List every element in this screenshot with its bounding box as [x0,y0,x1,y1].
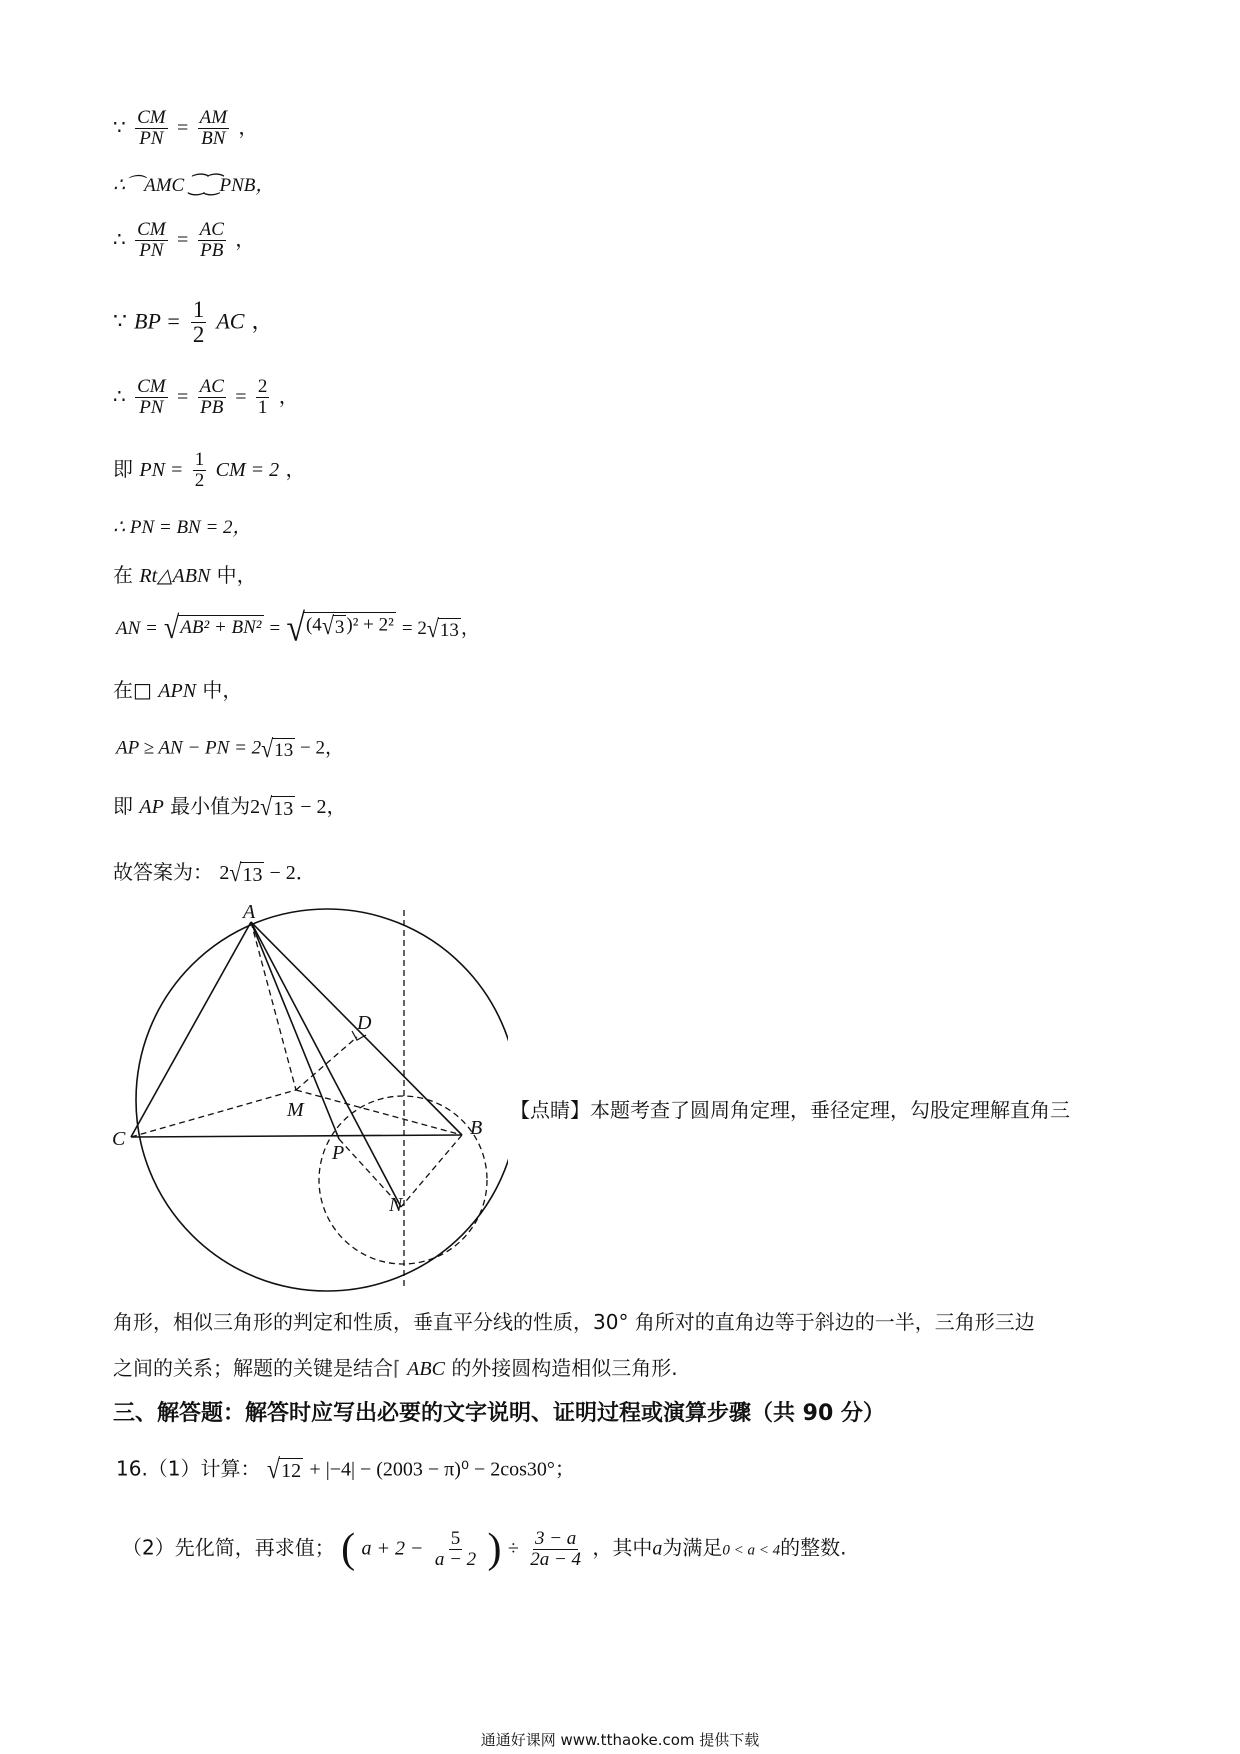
frac-den: PB [200,239,224,261]
fraction-one-half [191,298,207,347]
frac-num: AM [199,107,228,128]
radical-sign: √ [426,614,439,643]
step-11 [116,734,344,763]
frac-den: PB [200,396,224,418]
radical-sign: √ [286,607,305,650]
frac-den: PN [139,239,164,261]
fraction-am-bn [198,108,229,149]
label-p: P [332,1142,345,1164]
step-8 [113,565,257,586]
step-8-suffix: 中， [216,563,257,587]
q16-var: a [652,1537,663,1560]
frac-den: 2 [192,322,205,348]
frac-num: AC [199,376,224,397]
fraction-3a-over-2a4 [528,1529,583,1570]
section-3-heading: 三、解答题：解答时应写出必要的文字说明、证明过程或演算步骤（共 90 分） [113,1401,885,1426]
frac-num: 1 [192,297,205,322]
label-c: C [112,1128,126,1150]
segment-md [296,1037,357,1090]
step-10-prefix: 在□ [113,678,152,702]
q16-tail-3: 的整数. [780,1535,847,1560]
step-6-tail: ， [285,458,306,481]
frac-num: CM [137,376,166,397]
radicand [304,612,396,646]
frac-den: PN [139,127,164,149]
triangle-glyph: ⌈ [393,1356,401,1380]
step-10-suffix: 中， [202,678,243,702]
fraction-ac-pb [198,220,226,261]
answer-label: 故答案为： [113,860,213,884]
q16-part2-label: （2）先化简，再求值； [122,1535,335,1560]
radicand: 13 [274,740,294,761]
frac-den: 2 [194,469,205,491]
sqrt-13 [229,857,264,887]
step-9 [116,607,480,650]
frac-num: CM [137,219,166,240]
radical-sign: √ [261,734,274,763]
label-b: B [470,1117,483,1139]
step-4-lhs: BP = [134,308,181,334]
step-10 [113,680,242,701]
step-1 [113,108,258,149]
frac-num: 3 − a [534,1527,577,1549]
equals: = [176,116,189,139]
radicand-part: (4 [305,614,322,636]
radical-sign: √ [321,611,334,640]
step-8-prefix: 在 [113,563,133,587]
step-9-eq: = [269,618,281,639]
frac-den: 2a − 4 [530,1548,582,1570]
segment-mb [296,1090,462,1135]
fraction-5-over-a-2 [433,1529,478,1570]
step-10-text: APN [158,680,197,702]
fraction-ac-pb [198,377,226,418]
step-4 [113,298,273,347]
step-9-eq2: = 2 [401,618,427,639]
frac-num: CM [137,107,166,128]
step-12-prefix: 即 [113,794,133,818]
label-n: N [389,1194,403,1216]
comment-text-3c: 的外接圆构造相似三角形. [451,1356,678,1380]
comment-text-1: 本题考查了圆周角定理，垂径定理，勾股定理解直角三 [590,1098,1070,1122]
circle-around-pbn [319,1096,487,1264]
sqrt-12 [266,1455,303,1485]
step-4-prefix: ∵ [113,308,127,334]
sqrt-13 [261,734,295,763]
frac-num: 2 [257,376,268,397]
step-3-prefix: ∴ [113,228,126,251]
step-6-rhs: CM = 2 [215,458,280,481]
step-1-prefix: ∵ [113,116,126,139]
step-5-prefix: ∴ [113,385,126,408]
step-4-tail: ， [251,308,274,334]
frac-num: 1 [194,449,205,470]
fraction-cm-pn [135,108,168,149]
comment-tag: 【点睛】 [510,1098,590,1122]
segment-an [251,922,401,1207]
sqrt-13 [426,614,461,643]
step-3-tail: ， [235,228,256,251]
frac-den: PN [139,396,164,418]
q16-expr-a: a + 2 − [361,1537,424,1560]
radical-sign: √ [266,1455,281,1485]
step-4-rhs: AC [216,308,245,334]
step-7: ∴ PN = BN = 2， [113,517,252,538]
radicand: AB² + BN² [178,615,263,643]
label-a: A [243,902,256,923]
step-11-text: AP ≥ AN − PN = 2 [116,737,262,759]
step-6-lhs: PN = [139,458,184,481]
comment-first-line [510,1094,1130,1123]
step-6 [113,450,306,491]
label-d: D [357,1012,372,1034]
fraction-cm-pn [135,377,168,418]
page-footer: 通通好课网 www.tthaoke.com 提供下载 [480,1731,760,1749]
step-13 [113,857,316,887]
answer-tail: − 2． [264,862,316,884]
comment-line-3 [113,1358,678,1379]
radical-sign: √ [229,857,242,887]
comment-text-3b: ABC [407,1358,445,1380]
label-m: M [287,1099,304,1121]
segment-am [251,922,296,1090]
radicand: 13 [439,620,459,641]
sqrt-13 [260,791,295,821]
equals: = [176,228,189,251]
step-5 [113,377,299,418]
fraction-cm-pn [135,220,168,261]
step-5-tail: ， [278,385,299,408]
frac-den: 1 [257,396,268,418]
q16-condition: 0 < a < 4 [722,1542,781,1559]
frac-den: BN [201,127,226,149]
fraction-two-one [256,377,270,418]
step-2: ∴⌒AMC ⁐⁐PNB， [113,175,275,196]
radicand-part: )² + 2² [346,614,394,636]
sqrt-outer [286,607,396,650]
radicand: 3 [334,617,345,638]
geometry-figure [108,902,508,1292]
q16-part1-expression: + |−4| − (2003 − π)⁰ − 2cos30°； [309,1458,575,1481]
comment-text-2: 角形，相似三角形的判定和性质，垂直平分线的性质，30° 角所对的直角边等于斜边的一半，三角形三边 [113,1310,1035,1334]
step-12 [113,791,347,821]
step-11-tail: − 2， [295,737,344,759]
sqrt-3 [321,611,347,640]
step-12-mid: 最小值为 [170,794,251,818]
sqrt-ab-bn [163,610,264,647]
step-12-num: 2 [250,796,261,818]
q16-part2 [122,1528,847,1570]
step-12-text: AP [139,796,164,818]
frac-num: AC [199,219,224,240]
q16-part1-label: 16.（1）计算： [116,1456,261,1481]
radicand: 12 [281,1460,302,1482]
circumcircle [136,909,508,1291]
radical-sign: √ [260,791,273,821]
step-9-tail: ， [460,618,480,639]
frac-den: a − 2 [434,1548,477,1570]
answer-num: 2 [219,862,230,884]
step-3 [113,220,255,261]
step-12-tail: − 2， [295,796,347,818]
left-paren: ( [341,1526,356,1572]
radicand: 13 [242,864,263,886]
segment-bn [401,1135,462,1207]
step-6-prefix: 即 [113,456,133,481]
equals: = [235,385,247,408]
divide-sign: ÷ [507,1537,519,1560]
q16-tail-1: ，其中 [592,1535,653,1560]
radical-sign: √ [163,610,180,647]
equals: = [176,385,189,408]
right-paren: ) [487,1526,502,1572]
fraction-one-half [193,450,207,491]
q16-tail-2: 为满足 [662,1535,723,1560]
step-9-lhs: AN = [116,618,158,639]
step-8-text: Rt△ABN [139,565,211,587]
segment-cb [131,1135,462,1137]
step-1-tail: ， [238,116,259,139]
frac-num: 5 [450,1527,461,1549]
comment-text-3a: 之间的关系；解题的关键是结合 [113,1356,393,1380]
q16-part1 [116,1455,575,1485]
segment-cm [131,1090,296,1137]
radicand: 13 [273,798,294,820]
